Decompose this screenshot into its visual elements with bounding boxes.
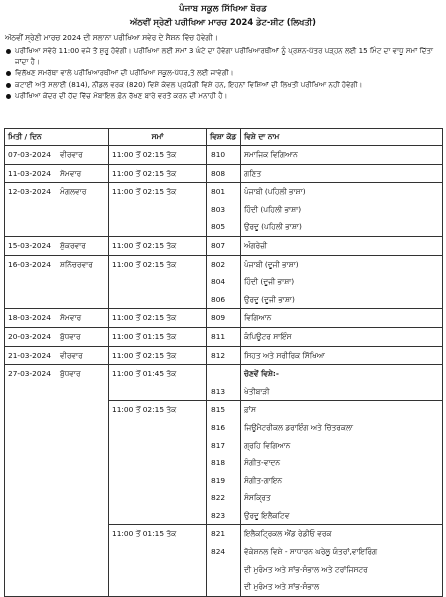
time-cell bbox=[109, 309, 207, 328]
subject-name-cell bbox=[241, 309, 443, 328]
exam-time: 11:00 ਤੋਂ 02:15 ਤੱਕ bbox=[112, 150, 177, 159]
subject-code-cell bbox=[207, 255, 241, 309]
date-day-cell bbox=[5, 164, 109, 183]
subject-name-cell bbox=[241, 346, 443, 365]
subject-code-cell bbox=[207, 346, 241, 365]
exam-date: 07-03-2024 bbox=[8, 150, 51, 159]
exam-date: 27-03-2024 bbox=[8, 369, 51, 379]
instruction-list bbox=[5, 46, 443, 103]
exam-day: ਵੀਰਵਾਰ bbox=[60, 150, 83, 159]
exam-time: 11:00 ਤੋਂ 02:15 ਤੱਕ bbox=[112, 168, 177, 178]
header-time: ਸਮਾਂ bbox=[109, 129, 207, 146]
exam-day: ਵੀਰਵਾਰ bbox=[60, 350, 83, 360]
subject-name: ਹਿੰਦੀ (ਦੂਜੀ ਭਾਸ਼ਾ) bbox=[244, 277, 295, 287]
subject-name: ਇਲੈਕਟ੍ਰਿਕਲ ਐਂਡ ਰੇਡੀਓ ਵਰਕ bbox=[244, 529, 332, 539]
subject-name: ਗ੍ਰਹਿ ਵਿਗਿਆਨ bbox=[244, 440, 291, 450]
exam-date: 20-03-2024 bbox=[8, 331, 51, 341]
subject-code: 824 bbox=[211, 547, 226, 557]
subject-name: ਕੰਪਿਊਟਰ ਸਾਇੰਸ bbox=[244, 331, 292, 341]
subject-code-cell bbox=[207, 309, 241, 328]
subject-code: 821 bbox=[211, 529, 226, 539]
intro-text: ਅੱਠਵੀਂ ਸ੍ਰੇਣੀ ਮਾਰਚ 2024 ਦੀ ਸਲਾਨਾ ਪਰੀਖਿਆ ਸਵੇਰ ਦੇ ਸੈਸ਼ਨ ਵਿੱਚ ਹੋਵੇਗੀ। bbox=[5, 33, 218, 42]
subject-code: 810 bbox=[211, 150, 226, 159]
date-day-cell bbox=[5, 255, 109, 309]
subject-name: ਸੰਸਕ੍ਰਿਤ bbox=[244, 493, 271, 503]
subject-code: 817 bbox=[211, 440, 226, 450]
subject-code: 818 bbox=[211, 458, 226, 468]
schedule-table bbox=[4, 128, 443, 597]
exam-time: 11:00 ਤੋਂ 01:45 ਤੱਕ bbox=[112, 369, 177, 379]
subject-code: 819 bbox=[211, 475, 226, 485]
subject-name-cell bbox=[241, 255, 443, 309]
date-day-cell bbox=[5, 327, 109, 346]
subject-code: 805 bbox=[211, 222, 226, 232]
exam-day: ਬੁੱਧਵਾਰ bbox=[60, 331, 81, 341]
subject-name: ਦੀ ਮੁਰੰਮਤ ਅਤੇ ਸਾਂਭ-ਸੰਭਾਲ ਅਤੇ ਟਰਾਂਜਿਸਟਰ bbox=[244, 564, 368, 574]
time-cell bbox=[109, 236, 207, 255]
date-day-cell bbox=[5, 146, 109, 165]
date-day-cell bbox=[5, 346, 109, 365]
subject-name: ਉਰਦੂ (ਦੂਜੀ ਭਾਸ਼ਾ) bbox=[244, 294, 295, 304]
subject-name: ਹਿੰਦੀ (ਪਹਿਲੀ ਭਾਸ਼ਾ) bbox=[244, 204, 302, 214]
exam-date: 18-03-2024 bbox=[8, 313, 51, 323]
exam-time: 11:00 ਤੋਂ 02:15 ਤੱਕ bbox=[112, 405, 177, 415]
table-row bbox=[5, 255, 443, 309]
exam-time: 11:00 ਤੋਂ 02:15 ਤੱਕ bbox=[112, 259, 177, 269]
table-row-elective bbox=[5, 365, 443, 401]
board-name: ਪੰਜਾਬ ਸਕੂਲ ਸਿੱਖਿਆ ਬੋਰਡ bbox=[179, 4, 267, 14]
exam-time: 11:00 ਤੋਂ 02:15 ਤੱਕ bbox=[112, 187, 177, 197]
subject-name: ਜਿਊਮੈਟਰੀਕਲ ਡਰਾਇੰਗ ਅਤੇ ਚਿੱਤਰਕਲਾ bbox=[244, 422, 354, 432]
exam-time: 11:00 ਤੋਂ 02:15 ਤੱਕ bbox=[112, 350, 177, 360]
exam-day: ਮੰਗਲਵਾਰ bbox=[60, 187, 87, 197]
exam-date: 15-03-2024 bbox=[8, 240, 51, 250]
code-spacer bbox=[210, 365, 237, 383]
instruction-item: ਪਰੀਖਿਆ ਸਵੇਰੇ 11:00 ਵਜੇ ਤੋਂ ਸ਼ੁਰੂ ਹੋਵੇਗੀ। ਪਰੀਖਿਆ ਲਈ ਸਮਾਂ 3 ਘੰਟੇ ਦਾ ਹੋਵੇਗਾ ਪਰੀਖਿਆਰਥੀਆਂ ਨੂੰ ਪ੍ਰਸ਼ਨ-ਪੱਤਰ ਪੜ੍ਹਨ ਲਈ 15 ਮਿੰਟ ਦਾ ਵਾਧੂ ਸਮਾਂ ਦਿੱਤਾ ਜਾਂਦਾ ਹੈ। bbox=[5, 46, 443, 67]
subject-code-cell bbox=[207, 146, 241, 165]
subject-code-cell bbox=[207, 525, 241, 596]
table-row bbox=[5, 346, 443, 365]
header-date-day: ਮਿਤੀ / ਦਿਨ bbox=[5, 129, 109, 146]
time-cell bbox=[109, 164, 207, 183]
subject-code: 816 bbox=[211, 422, 226, 432]
subject-code: 822 bbox=[211, 493, 226, 503]
subject-name-cell bbox=[241, 327, 443, 346]
subject-name-cell bbox=[241, 183, 443, 237]
subject-name: ਸੰਗੀਤ-ਗਾਇਨ bbox=[244, 475, 282, 485]
exam-date: 11-03-2024 bbox=[8, 168, 51, 178]
exam-day: ਸ਼ਨਿੱਚਰਵਾਰ bbox=[60, 259, 93, 269]
subject-code: 804 bbox=[211, 277, 226, 287]
table-row bbox=[5, 327, 443, 346]
subject-code: 815 bbox=[211, 405, 226, 415]
exam-date: 21-03-2024 bbox=[8, 350, 51, 360]
subject-code: 809 bbox=[211, 313, 226, 323]
subject-name: ਉਰਦੂ ਇਲੈਕਟਿਵ bbox=[244, 510, 290, 520]
exam-day: ਸ਼ੁੱਕਰਵਾਰ bbox=[60, 240, 86, 250]
table-header-row bbox=[5, 129, 443, 146]
exam-day: ਬੁੱਧਵਾਰ bbox=[60, 369, 81, 379]
exam-time: 11:00 ਤੋਂ 02:15 ਤੱਕ bbox=[112, 313, 177, 323]
exam-day: ਸੋਮਵਾਰ bbox=[60, 313, 82, 323]
subject-code-cell bbox=[207, 401, 241, 525]
instruction-item: ਵਿਲੱਖਣ ਸਮਰੱਥਾ ਵਾਲੇ ਪਰੀਖਿਆਰਥੀਆਂ ਦੀ ਪਰੀਖਿਆ ਸਕੂਲ-ਪੱਧਰ,ਤੇ ਲਈ ਜਾਵੇਗੀ। bbox=[5, 68, 443, 79]
time-cell bbox=[109, 146, 207, 165]
time-cell bbox=[109, 255, 207, 309]
subject-name-cell bbox=[241, 401, 443, 525]
instruction-item: ਪਰੀਖਿਆ ਕੇਂਦਰ ਦੀ ਹੱਦ ਵਿੱਚ ਮੋਬਾਇਲ ਫ਼ੋਨ ਰੱਖਣ ਬਾਰੇ ਵਰਤੋਂ ਕਰਨ ਦੀ ਮਨਾਹੀ ਹੈ। bbox=[5, 91, 443, 102]
exam-time: 11:00 ਤੋਂ 02:15 ਤੱਕ bbox=[112, 240, 177, 250]
subject-name: ਗਣਿਤ bbox=[244, 168, 262, 178]
subject-code-cell bbox=[207, 327, 241, 346]
subject-name: ਖੇਤੀਬਾੜੀ bbox=[244, 386, 270, 396]
subject-code: 806 bbox=[211, 294, 226, 304]
time-cell bbox=[109, 183, 207, 237]
subject-name: ਵਿਗਿਆਨ bbox=[244, 313, 272, 323]
subject-code: 802 bbox=[211, 259, 226, 269]
exam-time: 11:00 ਤੋਂ 01:15 ਤੱਕ bbox=[112, 529, 177, 539]
subject-name: ਵੋਕੇਸ਼ਨਲ ਵਿਸ਼ੇ - ਸਾਧਾਰਨ ਘਰੇਲੂ ਯੰਤਰਾਂ,ਵਾਇਰਿੰਗ bbox=[244, 547, 378, 557]
subject-code: 801 bbox=[211, 187, 226, 197]
table-row bbox=[5, 164, 443, 183]
subject-name: ਦੀ ਮੁਰੰਮਤ ਅਤੇ ਸਾਂਭ-ਸੰਭਾਲ bbox=[244, 582, 320, 592]
subject-name-cell bbox=[241, 525, 443, 596]
subject-name: ਸਮਾਜਿਕ ਵਿਗਿਆਨ bbox=[244, 150, 298, 159]
date-day-cell bbox=[5, 183, 109, 237]
subject-code: 812 bbox=[211, 350, 226, 360]
subject-name: ਫ਼ਾਂਸ bbox=[244, 405, 256, 415]
time-cell bbox=[109, 327, 207, 346]
subject-name: ਪੰਜਾਬੀ (ਦੂਜੀ ਭਾਸ਼ਾ) bbox=[244, 259, 299, 269]
table-row bbox=[5, 236, 443, 255]
date-day-cell bbox=[5, 236, 109, 255]
subject-name-cell bbox=[241, 146, 443, 165]
subject-name: ਸਿਹਤ ਅਤੇ ਸਰੀਰਿਕ ਸਿੱਖਿਆ bbox=[244, 350, 325, 360]
subject-code-cell bbox=[207, 365, 241, 401]
subject-name: ਉਰਦੂ (ਪਹਿਲੀ ਭਾਸ਼ਾ) bbox=[244, 222, 302, 232]
subject-code-cell bbox=[207, 164, 241, 183]
subject-name-cell bbox=[241, 164, 443, 183]
time-cell bbox=[109, 346, 207, 365]
schedule-body bbox=[5, 146, 443, 597]
subject-name: ਅੰਗਰੇਜ਼ੀ bbox=[244, 240, 268, 250]
header-subject-name: ਵਿਸ਼ੇ ਦਾ ਨਾਮ bbox=[241, 129, 443, 146]
subject-name: ਪੰਜਾਬੀ (ਪਹਿਲੀ ਭਾਸ਼ਾ) bbox=[244, 187, 306, 197]
subject-code: 811 bbox=[211, 331, 226, 341]
subject-code: 803 bbox=[211, 204, 226, 214]
subject-code: 808 bbox=[211, 168, 226, 178]
table-row bbox=[5, 146, 443, 165]
subject-name-cell bbox=[241, 365, 443, 401]
header-subject-code: ਵਿਸ਼ਾ ਕੋਡ bbox=[207, 129, 241, 146]
subject-code-cell bbox=[207, 236, 241, 255]
time-cell bbox=[109, 365, 207, 401]
subject-code: 807 bbox=[211, 240, 226, 250]
subject-name: ਸੰਗੀਤ-ਵਾਦਨ bbox=[244, 458, 280, 468]
table-row bbox=[5, 309, 443, 328]
date-sheet-title: ਅੱਠਵੀਂ ਸ੍ਰੇਣੀ ਪਰੀਖਿਆ ਮਾਰਚ 2024 ਡੇਟ-ਸ਼ੀਟ (ਲਿਖਤੀ) bbox=[130, 17, 316, 27]
subject-code-cell bbox=[207, 183, 241, 237]
elective-heading: ਚੋਣਵੇਂ ਵਿਸ਼ੇ:- bbox=[244, 369, 279, 379]
exam-date: 12-03-2024 bbox=[8, 187, 51, 197]
date-day-cell bbox=[5, 309, 109, 328]
subject-name-cell bbox=[241, 236, 443, 255]
subject-code: 823 bbox=[211, 510, 226, 520]
exam-day: ਸੋਮਵਾਰ bbox=[60, 168, 82, 178]
time-cell bbox=[109, 401, 207, 525]
instruction-item: ਕਟਾਈ ਅਤੇ ਸਲਾਈ (814), ਨੀਡਲ ਵਰਕ (820) ਵਿਸ਼ੇ ਕੇਵਲ ਪ੍ਰਯੋਗੀ ਵਿਸ਼ੇ ਹਨ, ਇਹਨਾਂ ਵਿਸ਼ਿਆਂ ਦੀ ਲਿਖਤੀ ਪਰੀਖਿਆ ਨਹੀਂ ਹੋਵੇਗੀ। bbox=[5, 80, 443, 91]
time-cell bbox=[109, 525, 207, 596]
date-day-cell bbox=[5, 365, 109, 597]
table-row bbox=[5, 183, 443, 237]
exam-time: 11:00 ਤੋਂ 01:15 ਤੱਕ bbox=[112, 331, 177, 341]
exam-date: 16-03-2024 bbox=[8, 259, 51, 269]
subject-code: 813 bbox=[211, 386, 226, 396]
